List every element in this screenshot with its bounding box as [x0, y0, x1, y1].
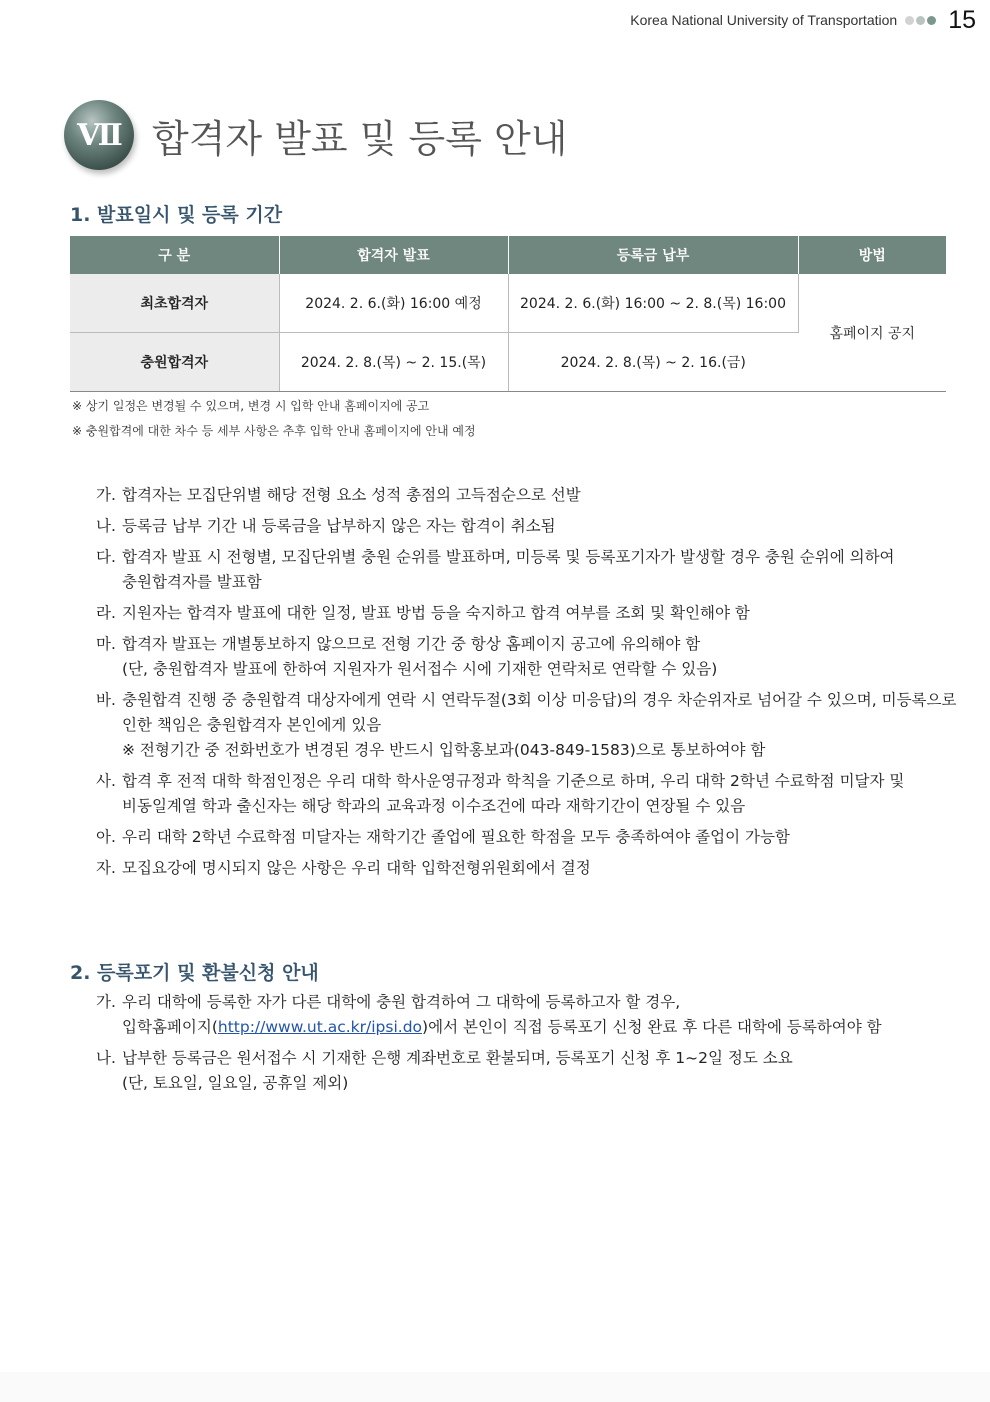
list-item	[96, 632, 956, 682]
item-text: 충원합격자를 발표함	[122, 573, 262, 591]
header-method: 방법	[798, 236, 946, 274]
header-dot-1	[905, 16, 914, 25]
chapter-title: 합격자 발표 및 등록 안내	[152, 116, 568, 161]
list-item	[96, 688, 956, 763]
table-row	[70, 274, 946, 333]
table-notes	[72, 394, 476, 444]
payment-cell: 2024. 2. 6.(화) 16:00 ~ 2. 8.(목) 16:00	[508, 274, 798, 333]
chapter-heading	[64, 100, 567, 170]
item-marker: 가.	[96, 486, 116, 504]
section2-title: 2. 등록포기 및 환불신청 안내	[70, 962, 319, 984]
list-item	[96, 545, 956, 595]
announce-cell: 2024. 2. 6.(화) 16:00 예정	[279, 274, 508, 333]
list-item	[96, 825, 956, 850]
header-category: 구 분	[70, 236, 279, 274]
item-marker: 사.	[96, 772, 116, 790]
item-text: 지원자는 합격자 발표에 대한 일정, 발표 방법 등을 숙지하고 합격 여부를 조회 및 확인해야 함	[122, 604, 750, 622]
item-text: )에서 본인이 직접 등록포기 신청 완료 후 다른 대학에 등록하여야 함	[422, 1018, 882, 1036]
note-line: ※ 상기 일정은 변경될 수 있으며, 변경 시 입학 안내 홈페이지에 공고	[72, 399, 430, 413]
list-item	[96, 990, 956, 1040]
list-item	[96, 856, 956, 881]
item-text: 입학홈페이지(	[122, 1018, 218, 1036]
item-text-with-link	[122, 1015, 882, 1040]
item-text: 우리 대학에 등록한 자가 다른 대학에 충원 합격하여 그 대학에 등록하고자 할 경우,	[122, 993, 681, 1011]
item-marker: 가.	[96, 993, 116, 1011]
payment-cell: 2024. 2. 8.(목) ~ 2. 16.(금)	[508, 333, 798, 392]
header-payment: 등록금 납부	[508, 236, 798, 274]
item-text: 비동일계열 학과 출신자는 해당 학과의 교육과정 이수조건에 따라 재학기간이 연장될 수 있음	[122, 797, 746, 815]
item-text: 인한 책임은 충원합격자 본인에게 있음	[122, 716, 382, 734]
page-footer-strip	[0, 1372, 990, 1402]
table-header-row	[70, 236, 946, 274]
item-text: 납부한 등록금은 원서접수 시 기재한 은행 계좌번호로 환불되며, 등록포기 신청 후 1~2일 정도 소요	[122, 1049, 793, 1067]
admission-homepage-link[interactable]: http://www.ut.ac.kr/ipsi.do	[217, 1018, 423, 1036]
item-text: 합격 후 전적 대학 학점인정은 우리 대학 학사운영규정과 학칙을 기준으로 하며, 우리 대학 2학년 수료학점 미달자 및	[122, 772, 905, 790]
item-marker: 나.	[96, 1049, 116, 1067]
schedule-table	[70, 236, 946, 392]
item-marker: 다.	[96, 548, 116, 566]
header-dot-3	[927, 16, 936, 25]
chapter-numeral: Ⅶ	[77, 117, 121, 153]
item-text: 등록금 납부 기간 내 등록금을 납부하지 않은 자는 합격이 취소됨	[122, 517, 556, 535]
list-item	[96, 514, 956, 539]
note-line: ※ 충원합격에 대한 차수 등 세부 사항은 추후 입학 안내 홈페이지에 안내 예정	[72, 424, 476, 438]
row-label: 최초합격자	[70, 274, 279, 333]
list-item	[96, 601, 956, 626]
list-item	[96, 769, 956, 819]
section1-title: 1. 발표일시 및 등록 기간	[70, 204, 283, 226]
item-text: 합격자 발표는 개별통보하지 않으므로 전형 기간 중 항상 홈페이지 공고에 유의해야 함	[122, 635, 701, 653]
header-dot-2	[916, 16, 925, 25]
page-header	[630, 6, 976, 34]
item-marker: 나.	[96, 517, 116, 535]
item-text: (단, 토요일, 일요일, 공휴일 제외)	[122, 1074, 349, 1092]
item-marker: 라.	[96, 604, 116, 622]
item-text: 충원합격 진행 중 충원합격 대상자에게 연락 시 연락두절(3회 이상 미응답)의 경우 차순위자로 넘어갈 수 있으며, 미등록으로	[122, 691, 957, 709]
item-marker: 바.	[96, 691, 116, 709]
chapter-badge	[64, 100, 134, 170]
list-item	[96, 1046, 956, 1096]
section1-list	[96, 483, 956, 887]
item-text: 합격자는 모집단위별 해당 전형 요소 성적 총점의 고득점순으로 선발	[122, 486, 581, 504]
announce-cell: 2024. 2. 8.(목) ~ 2. 15.(목)	[279, 333, 508, 392]
item-marker: 자.	[96, 859, 116, 877]
item-text: 합격자 발표 시 전형별, 모집단위별 충원 순위를 발표하며, 미등록 및 등록포기자가 발생할 경우 충원 순위에 의하여	[122, 548, 895, 566]
page-number: 15	[948, 5, 976, 34]
section2-list	[96, 990, 956, 1102]
item-marker: 아.	[96, 828, 116, 846]
item-text: 우리 대학 2학년 수료학점 미달자는 재학기간 졸업에 필요한 학점을 모두 충족하여야 졸업이 가능함	[122, 828, 790, 846]
row-label: 충원합격자	[70, 333, 279, 392]
item-text: 모집요강에 명시되지 않은 사항은 우리 대학 입학전형위원회에서 결정	[122, 859, 591, 877]
method-cell: 홈페이지 공지	[798, 274, 946, 392]
item-text: (단, 충원합격자 발표에 한하여 지원자가 원서접수 시에 기재한 연락처로 연락할 수 있음)	[122, 660, 718, 678]
header-dots	[903, 16, 936, 25]
university-name: Korea National University of Transportation	[630, 12, 898, 28]
item-marker: 마.	[96, 635, 116, 653]
item-text: ※ 전형기간 중 전화번호가 변경된 경우 반드시 입학홍보과(043-849-1583)으로 통보하여야 함	[122, 741, 766, 759]
header-announce: 합격자 발표	[279, 236, 508, 274]
list-item	[96, 483, 956, 508]
